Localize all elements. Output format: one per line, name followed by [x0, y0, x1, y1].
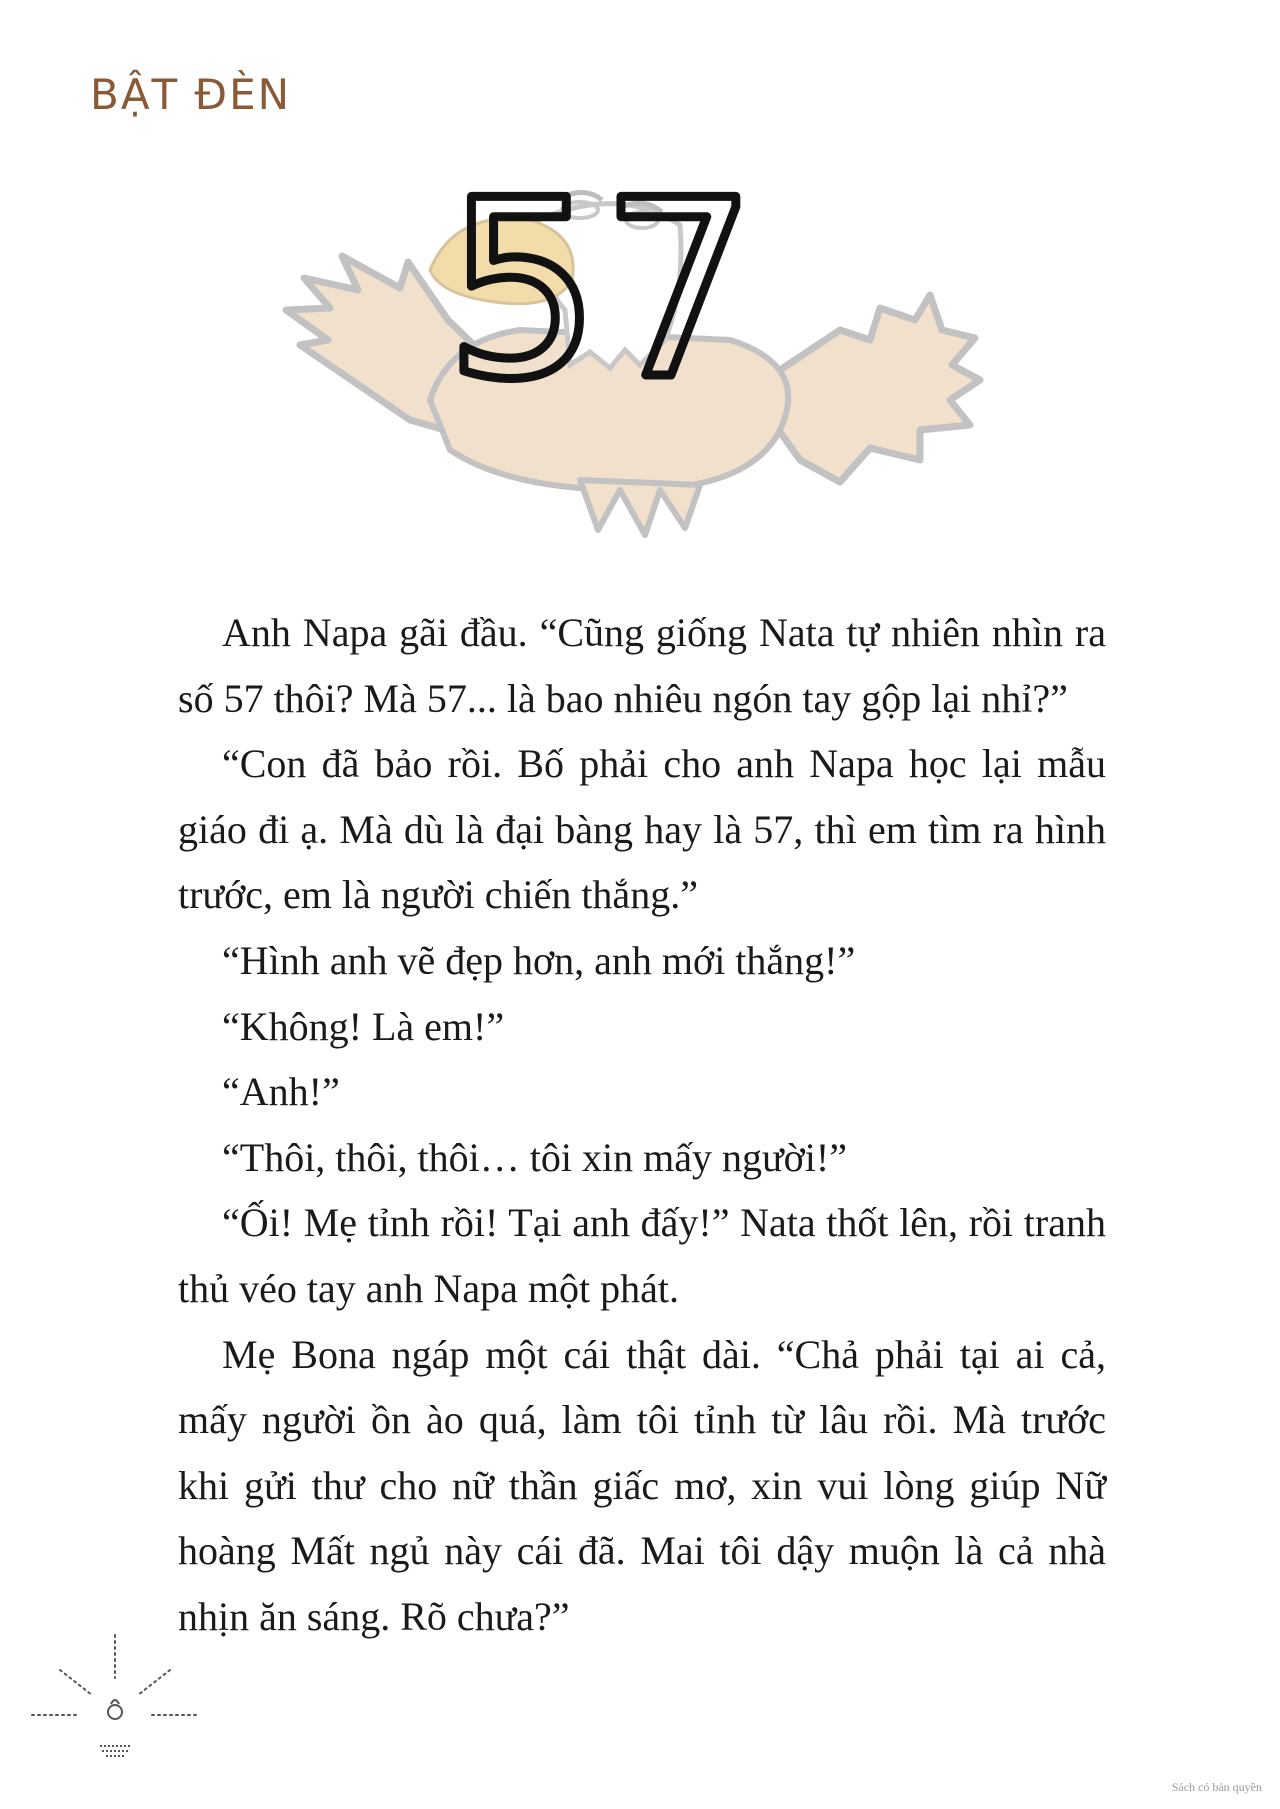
paragraph: “Anh!” — [222, 1069, 340, 1115]
paragraph: “Thôi, thôi, thôi… tôi xin mấy người!” — [222, 1134, 847, 1180]
paragraph: “Hình anh vẽ đẹp hơn, anh mới thắng!” — [222, 937, 856, 983]
tail-feathers — [580, 480, 700, 535]
paragraph: “Ối! Mẹ tỉnh rồi! Tại anh đấy!” Nata thốt lên, rồi tranh thủ véo tay anh Napa một phát. — [178, 1200, 1106, 1311]
paragraph: Anh Napa gãi đầu. “Cũng giống Nata tự nhiên nhìn ra số 57 thôi? Mà 57... là bao nhiêu ngón tay gộp lại nhỉ?” — [178, 610, 1106, 721]
number-57: 57 — [445, 190, 757, 433]
paragraph: “Không! Là em!” — [222, 1003, 505, 1049]
lightbulb-icon — [30, 1630, 210, 1780]
paragraph: Mẹ Bona ngáp một cái thật dài. “Chả phải tại ai cả, mấy người ồn ào quá, làm tôi tỉnh từ lâu rồi. Mà trước khi gửi thư cho nữ thần giấc mơ, xin vui lòng giúp Nữ hoàng Mất ngủ này cái đã. Mai tôi dậy muộn là cả nhà nhịn ăn sáng. Rõ chưa?” — [178, 1331, 1106, 1639]
paragraph: “Con đã bảo rồi. Bố phải cho anh Napa học lại mẫu giáo đi ạ. Mà dù là đại bàng hay là 57, thì em tìm ra hình trước, em là người chiến thắng.” — [178, 741, 1106, 918]
story-text — [178, 600, 1106, 1650]
eagle-illustration — [280, 190, 1020, 600]
chapter-title: BẬT ĐÈN — [90, 70, 292, 119]
copyright-note: Sách có bản quyền — [1171, 1780, 1262, 1794]
